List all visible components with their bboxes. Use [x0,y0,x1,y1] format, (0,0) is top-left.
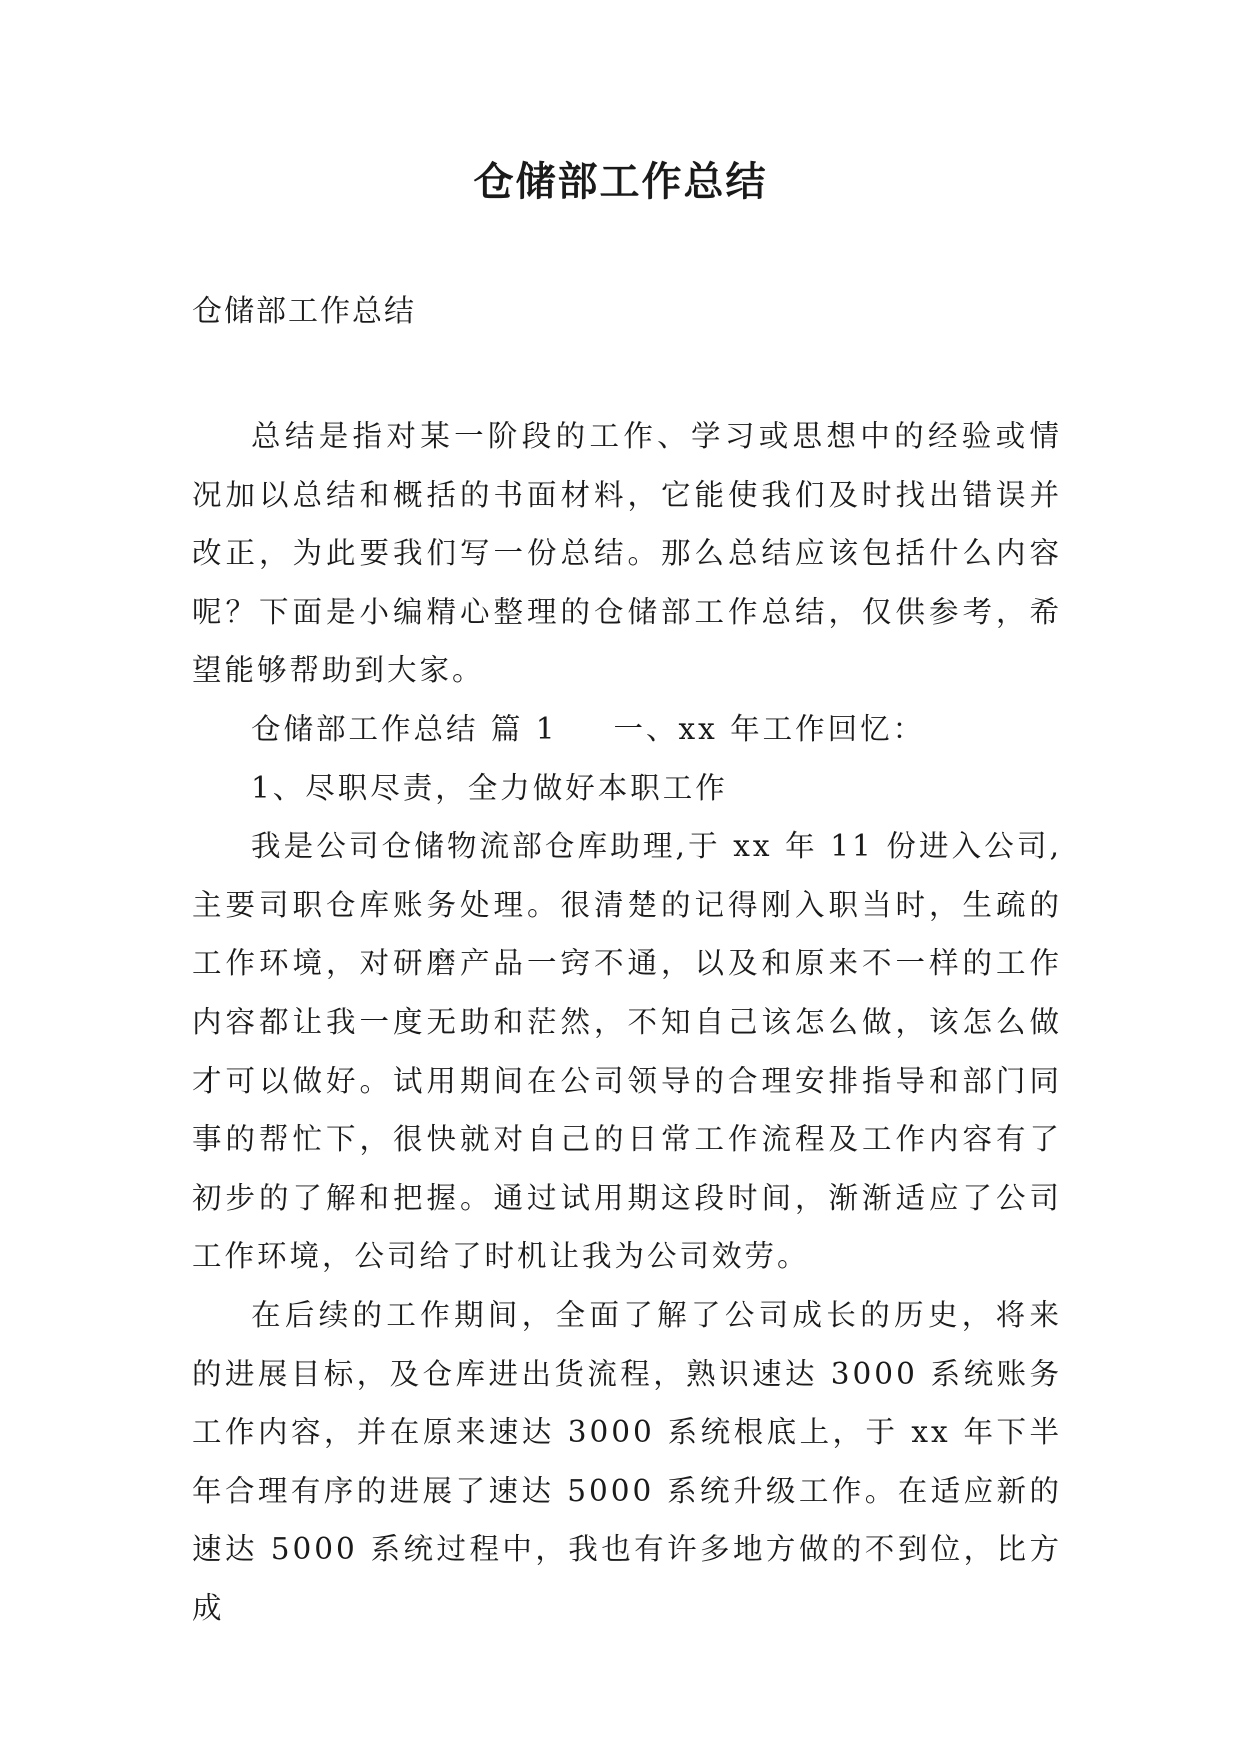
intro-paragraph: 总结是指对某一阶段的工作、学习或思想中的经验或情况加以总结和概括的书面材料，它能使我们及时找出错误并改正，为此要我们写一份总结。那么总结应该包括什么内容呢？下面是小编精心整理的仓储部工作总结，仅供参考，希望能够帮助到大家。 [192,419,1062,688]
document-subtitle: 仓储部工作总结 [192,294,416,329]
body-paragraph-2: 在后续的工作期间，全面了解了公司成长的历史，将来的进展目标，及仓库进出货流程，熟识速达 3000 系统账务工作内容，并在原来速达 3000 系统根底上，于 xx 年下半年合理有序的进展了速达 5000 系统升级工作。在适应新的速达 5000 系统过程中，我也有许多地方做的不到位，比方成 [192,1297,1062,1625]
item1-heading: 1、尽职尽责，全力做好本职工作 [251,770,728,805]
part-heading: 一、xx 年工作回忆： [613,711,926,746]
section-heading-line [192,700,1062,759]
document-title: 仓储部工作总结 [473,158,768,205]
document-body [192,407,1062,1637]
body-paragraph-1: 我是公司仓储物流部仓库助理,于 xx 年 11 份进入公司,主要司职仓库账务处理。很清楚的记得刚入职当时，生疏的工作环境，对研磨产品一窍不通，以及和原来不一样的工作内容都让我一度无助和茫然，不知自己该怎么做，该怎么做才可以做好。试用期间在公司领导的合理安排指导和部门同事的帮忙下，很快就对自己的日常工作流程及工作内容有了初步的了解和把握。通过试用期这段时间，渐渐适应了公司工作环境，公司给了时机让我为公司效劳。 [192,829,1062,1274]
section-heading: 仓储部工作总结 篇 1 [251,711,558,746]
